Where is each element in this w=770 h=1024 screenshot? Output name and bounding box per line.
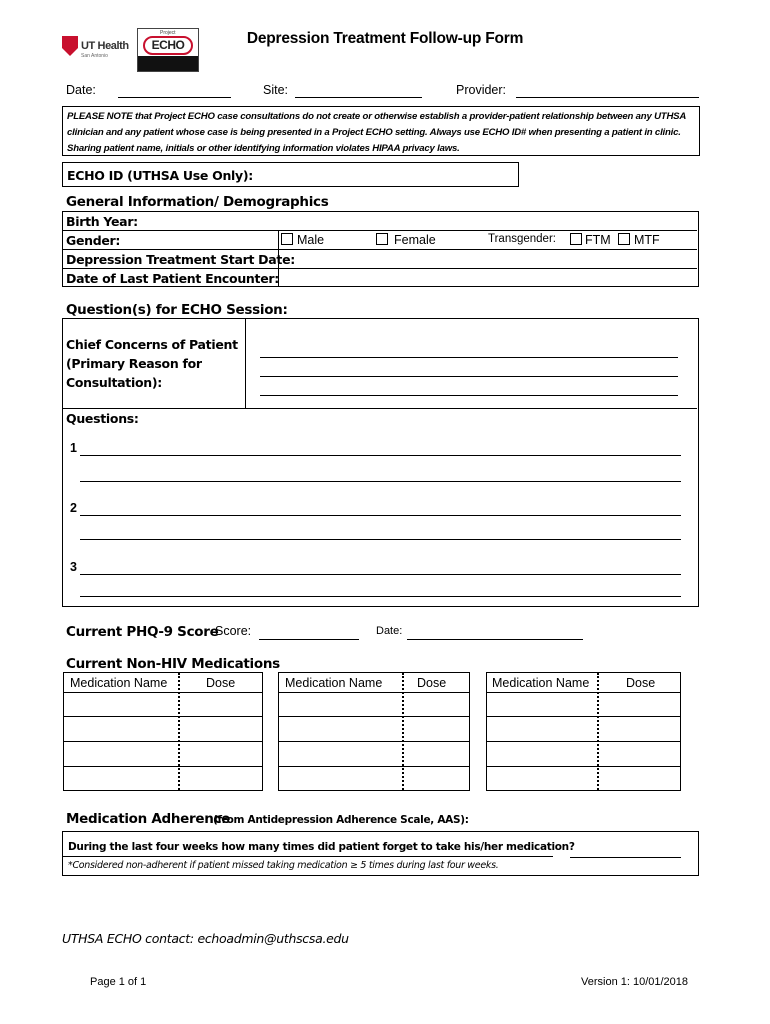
- mtf-label: MTF: [634, 233, 660, 247]
- date-label: Date:: [66, 83, 96, 97]
- row-divider: [63, 856, 553, 857]
- contact-text: UTHSA ECHO contact: echoadmin@uthscsa.edu: [62, 931, 349, 946]
- question-2-input[interactable]: [80, 515, 681, 516]
- column-divider: [178, 673, 180, 790]
- medications-table-3: [486, 672, 681, 791]
- ftm-checkbox[interactable]: [570, 233, 582, 245]
- row-divider: [63, 249, 697, 250]
- question-1-input[interactable]: [80, 455, 681, 456]
- adherence-box: [62, 831, 699, 876]
- birth-year-label: Birth Year:: [66, 214, 138, 229]
- echo-id-field[interactable]: [62, 162, 519, 187]
- med-dose-header: Dose: [206, 676, 236, 690]
- site-input[interactable]: [295, 97, 422, 98]
- medications-table-2: [278, 672, 470, 791]
- table-row[interactable]: [279, 692, 469, 693]
- version-text: Version 1: 10/01/2018: [581, 976, 689, 988]
- column-divider: [597, 673, 599, 790]
- transgender-label: Transgender:: [488, 233, 556, 245]
- demographics-heading: General Information/ Demographics: [66, 194, 329, 210]
- table-row[interactable]: [279, 716, 469, 717]
- table-row[interactable]: [64, 741, 262, 742]
- table-row[interactable]: [487, 716, 680, 717]
- question-3-number: 3: [70, 560, 77, 574]
- provider-label: Provider:: [456, 83, 507, 97]
- row-divider: [63, 230, 697, 231]
- med-dose-header: Dose: [626, 676, 656, 690]
- site-label: Site:: [263, 83, 289, 97]
- ut-health-logo-text: UT Health: [81, 40, 129, 52]
- table-row[interactable]: [487, 741, 680, 742]
- column-divider: [245, 319, 246, 408]
- questions-heading: Question(s) for ECHO Session:: [66, 302, 288, 318]
- adherence-heading: Medication Adherence: [66, 811, 231, 827]
- medications-heading: Current Non-HIV Medications: [66, 656, 280, 672]
- med-name-header: Medication Name: [285, 676, 383, 690]
- echo-logo-text: ECHO: [143, 36, 193, 55]
- echo-logo-top-text: Project: [160, 30, 176, 36]
- chief-concerns-label-3: Consultation):: [66, 375, 162, 390]
- chief-concerns-input-3[interactable]: [260, 395, 678, 396]
- table-row[interactable]: [279, 741, 469, 742]
- adherence-heading-note: (from Antidepression Adherence Scale, AAS):: [213, 814, 469, 826]
- date-input[interactable]: [118, 97, 231, 98]
- male-label: Male: [297, 233, 325, 247]
- chief-concerns-label-1: Chief Concerns of Patient: [66, 337, 238, 352]
- question-1-number: 1: [70, 441, 77, 455]
- ut-health-logo-subtext: San Antonio: [81, 53, 108, 59]
- phq9-date-input[interactable]: [407, 639, 583, 640]
- column-divider: [402, 673, 404, 790]
- chief-concerns-label-2: (Primary Reason for: [66, 356, 202, 371]
- table-row[interactable]: [64, 766, 262, 767]
- row-divider: [63, 268, 697, 269]
- med-dose-header: Dose: [417, 676, 447, 690]
- med-name-header: Medication Name: [70, 676, 168, 690]
- chief-concerns-input-1[interactable]: [260, 357, 678, 358]
- questions-label: Questions:: [66, 411, 139, 426]
- phq9-heading: Current PHQ-9 Score: [66, 624, 219, 640]
- female-label: Female: [394, 233, 436, 247]
- question-1-input-2[interactable]: [80, 481, 681, 482]
- demographics-table: [62, 211, 699, 287]
- table-row[interactable]: [487, 692, 680, 693]
- chief-concerns-input-2[interactable]: [260, 376, 678, 377]
- question-2-input-2[interactable]: [80, 539, 681, 540]
- table-row[interactable]: [279, 766, 469, 767]
- form-title: Depression Treatment Follow-up Form: [246, 30, 524, 47]
- adherence-answer-input[interactable]: [570, 857, 681, 858]
- med-name-header: Medication Name: [492, 676, 590, 690]
- medications-table-1: [63, 672, 263, 791]
- adherence-note: *Considered non-adherent if patient missed taking medication ≥ 5 times during last four weeks.: [68, 860, 499, 871]
- phq9-score-label: Score:: [215, 624, 252, 638]
- question-3-input-2[interactable]: [80, 596, 681, 597]
- phq9-date-label: Date:: [376, 625, 403, 637]
- last-encounter-label: Date of Last Patient Encounter:: [66, 271, 279, 286]
- provider-input[interactable]: [516, 97, 699, 98]
- question-2-number: 2: [70, 501, 77, 515]
- questions-box: [62, 318, 699, 607]
- gender-label: Gender:: [66, 233, 121, 248]
- ftm-label: FTM: [585, 233, 611, 247]
- echo-logo-band: [138, 56, 198, 71]
- question-3-input[interactable]: [80, 574, 681, 575]
- page-number: Page 1 of 1: [90, 976, 147, 988]
- echo-id-label: ECHO ID (UTHSA Use Only):: [67, 168, 254, 183]
- female-checkbox[interactable]: [376, 233, 388, 245]
- start-date-label: Depression Treatment Start Date:: [66, 252, 295, 267]
- table-row[interactable]: [487, 766, 680, 767]
- table-row[interactable]: [64, 716, 262, 717]
- phq9-score-input[interactable]: [259, 639, 359, 640]
- privacy-notice: PLEASE NOTE that Project ECHO case consultations do not create or otherwise establish a provider-patient relationship between any UTHSA clinician and any patient whose case is being presented in a Project ECHO setting. Always use ECHO ID# when presenting a patient in clinic. Sharing patient name, initials or other identifying information violates HIPAA privacy laws.: [62, 106, 700, 156]
- table-row[interactable]: [64, 692, 262, 693]
- mtf-checkbox[interactable]: [618, 233, 630, 245]
- adherence-question: During the last four weeks how many times did patient forget to take his/her medication?: [68, 841, 575, 853]
- row-divider: [63, 408, 697, 409]
- male-checkbox[interactable]: [281, 233, 293, 245]
